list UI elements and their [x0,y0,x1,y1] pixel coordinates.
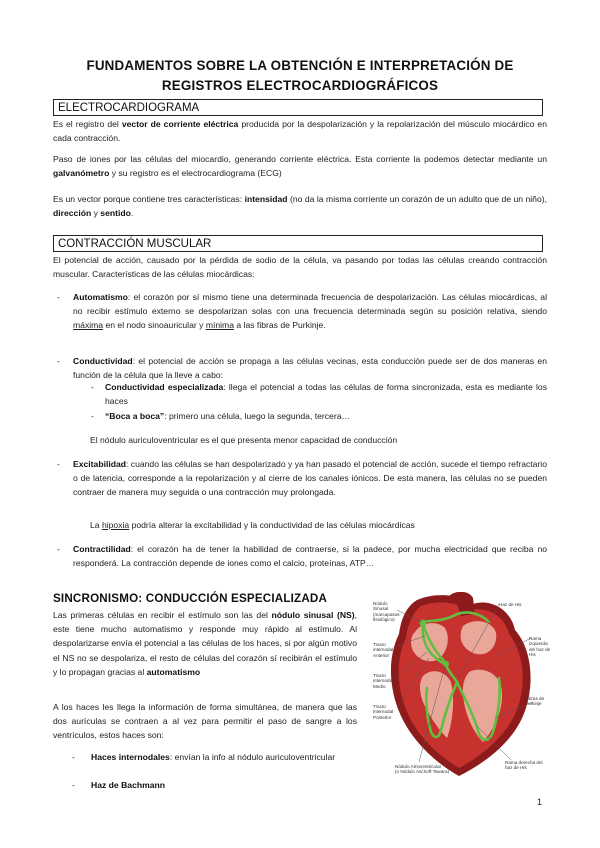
sync-paragraph-2: A los haces les llega la información de forma simultánea, de manera que las dos aurículas se contraen a al vez para permitir el paso de sangre a los ventrículos, estos haces son: [53,702,357,741]
dash-marker: - [57,356,60,366]
text: en el nodo sinoauricular y [103,320,206,331]
document-title [40,56,560,96]
list-item-haz-bachmann [72,778,357,792]
text: . [130,208,134,219]
dash-marker: - [57,459,60,469]
dash-marker: - [57,544,60,554]
bold-term: “Boca a boca” [105,411,165,421]
bold-term: Contractilidad [73,544,131,554]
bold-term: Conductividad [73,356,133,366]
text: podría alterar la excitabilidad y la conductividad de las células miocárdicas [129,520,415,530]
text: : primero una célula, luego la segunda, tercera… [164,411,351,421]
dash-marker: - [91,382,94,392]
av-node-marker [443,661,449,667]
title-line-2: REGISTROS ELECTROCARDIOGRÁFICOS [161,78,439,93]
text: producida por la despolarización y la repolarización del músculo miocárdico en cada contracción. [53,119,547,144]
text: (no da la misma corriente un corazón de un adulto que de un niño), [287,194,547,204]
dash-marker: - [72,752,75,762]
ecg-paragraph-1 [53,117,547,145]
bold-term: Excitabilidad [73,459,127,469]
ecg-paragraph-2 [53,152,547,180]
list-item-contractilidad [57,542,547,570]
bold-term: galvanómetro [53,168,110,179]
section-heading-sync: SINCRONISMO: CONDUCCIÓN ESPECIALIZADA [53,592,328,605]
label-purkinje-fibers: Fibras de Purkinje [525,696,545,707]
text: : envían la info al nódulo auriculoventricular [169,752,336,762]
text: , este tiene mucho automatismo y responde muy rápido al estímulo. Al despolarizarse envía el potencial a las células de los haces, si por algún motivo el NS no se despolariza, el resto de células del corazón sí recibirán el estímulo y lo propagan gracias al [53,610,358,677]
text: a las fibras de Purkinje. [234,320,326,331]
label-medial-tract: Tracto internodal Medio [373,673,394,689]
label-sinus-node: Nódulo Sinusal (marcapasos fisiológico) [373,601,400,623]
section-heading-contraction: CONTRACCIÓN MUSCULAR [53,235,543,252]
underlined-term: mínima [205,320,234,331]
bold-term: automatismo [146,666,201,677]
bold-term: nódulo sinusal (NS) [271,610,355,620]
sync-paragraph-1 [53,608,357,679]
bold-term: dirección [53,208,92,219]
label-left-branch: Rama izquierda del haz de His [529,636,551,658]
ecg-paragraph-3 [53,192,547,220]
label-posterior-tract: Tracto internodal Posterior [373,704,394,720]
section-heading-ecg: ELECTROCARDIOGRAMA [53,99,543,116]
page-number: 1 [537,797,543,807]
label-right-branch: Rama derecha del haz de His [505,760,543,771]
heart-conduction-figure [365,592,550,782]
list-item-conductividad [57,354,547,382]
bold-term: vector de corriente eléctrica [121,119,239,129]
label-his-bundle: Haz de His [499,602,522,607]
bold-term: Haces internodales [91,752,170,762]
dash-marker: - [72,780,75,790]
sinus-node-marker [420,620,427,627]
underlined-term: hipoxia [101,520,130,530]
text: : el corazón ha de tener la habilidad de contraerse, si la padece, por mucha electricidad que reciba no responderá. La contracción depende de iones como el calcio, proteínas, ATP… [73,544,547,569]
bold-term: Conductividad especializada [105,382,224,392]
text: Paso de iones por las células del miocardio, generando corriente eléctrica. Esta corriente la podemos detectar mediante un [53,154,547,164]
text: : cuando las células se han despolarizado y ya han pasado el potencial de acción, sucede el tiempo refractario o de latencia, corresponde a la repolarización y al cierre de los canales iónicos. De esta manera, las células no se pueden contraer de manera muy seguida o una contracción muy prolongada. [73,459,547,498]
text: : llega el potencial a todas las células de forma sincronizada, esta es mediante los haces [105,382,548,407]
text: La [90,520,102,530]
bold-term: sentido [100,208,131,219]
label-anterior-tract: Tracto internodal Anterior [373,642,394,658]
dash-marker: - [57,292,60,302]
list-item-excitabilidad [57,457,547,500]
bold-term: Automatismo [73,292,128,302]
label-av-node: Nódulo Atrioventricular (o Nódulo Aschoff-Tawara) [395,764,450,775]
text: : el corazón por sí mismo tiene una determinada frecuencia de despolarización. Las células miocárdicas, al no recibir estímulo externo se despolarizan solas con una frecuencia determinada según su posición relativa, siendo [73,292,547,317]
text: Es un vector porque contiene tres características: [53,194,245,204]
hypoxia-note [90,518,547,532]
text: Es el registro del [53,119,122,129]
text: : el potencial de acción se propaga a las células vecinas, esta conducción puede ser de dos maneras en función de la célula que la lleve a cabo: [73,356,547,381]
node-note: El nódulo auriculoventricular es el que presenta menor capacidad de conducción [90,435,398,445]
sub-list-item-boca-a-boca [91,409,547,423]
title-line-1: FUNDAMENTOS SOBRE LA OBTENCIÓN E INTERPRETACIÓN DE [86,58,514,73]
bold-term: Haz de Bachmann [91,780,166,790]
text: y [91,208,101,219]
contraction-intro: El potencial de acción, causado por la pérdida de sodio de la célula, va pasando por todas las células creando contracción muscular. Características de las células miocárdicas: [53,255,547,280]
list-item-automatismo [57,290,547,333]
sub-list-item-especializada [91,380,548,408]
list-item-haces-internodales [72,750,357,764]
text: Las primeras células en recibir el estímulo son las del [53,610,272,620]
text: y su registro es el electrocardiograma (ECG) [109,168,282,179]
dash-marker: - [91,411,94,421]
bold-term: intensidad [244,194,288,204]
underlined-term: máxima [73,320,104,331]
